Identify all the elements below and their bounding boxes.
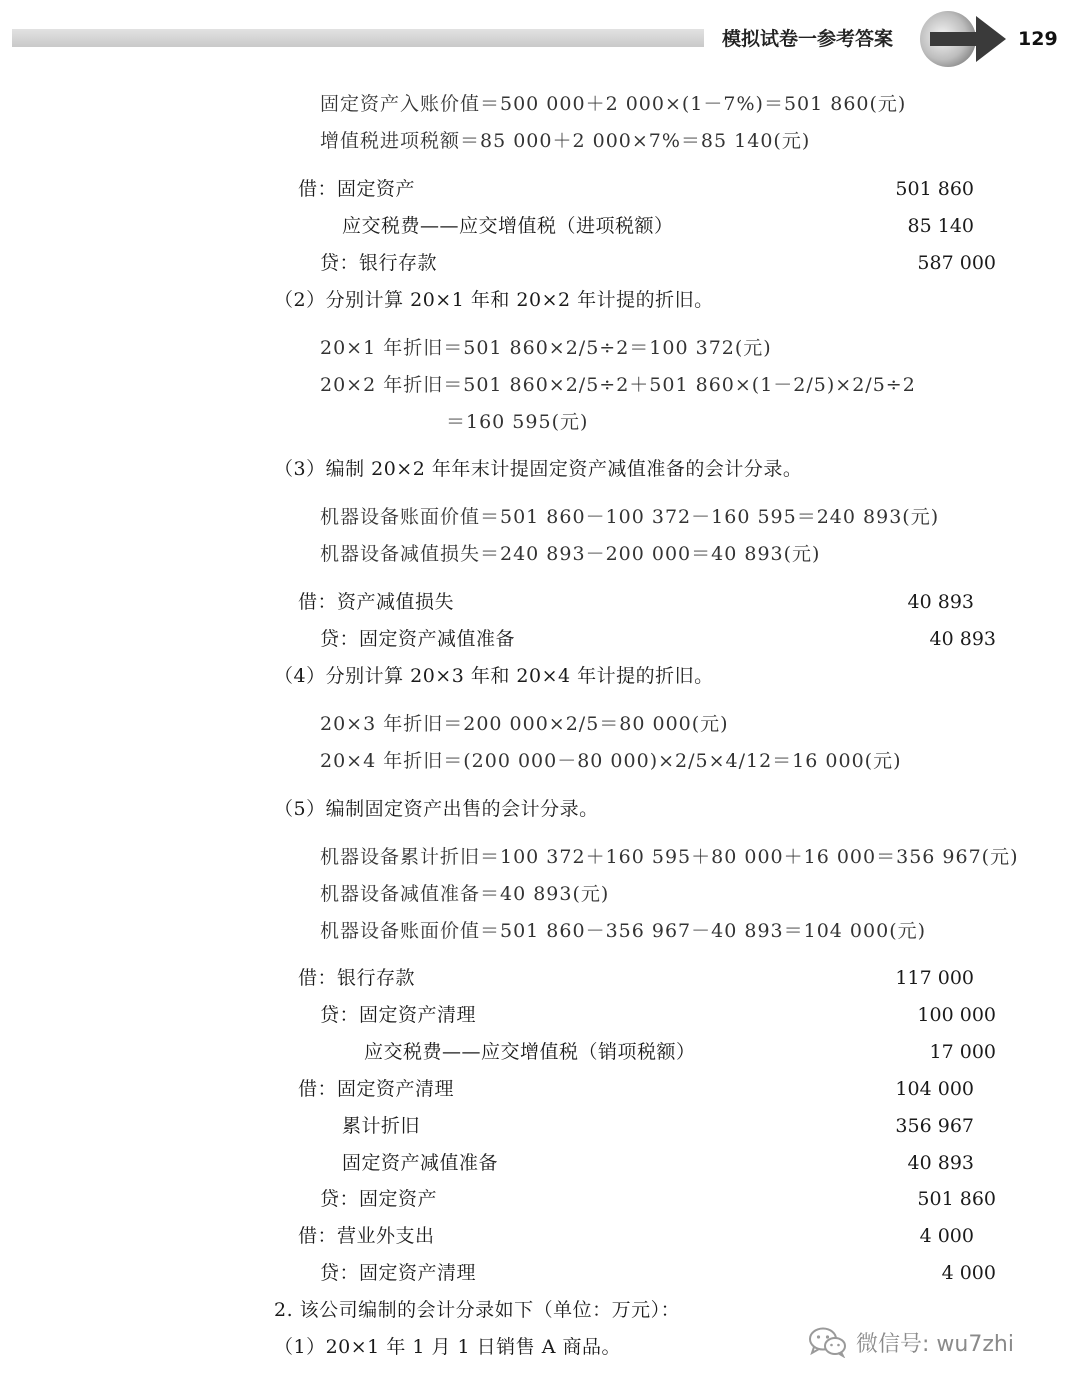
text-line: 固定资产入账价值＝500 000＋2 000×(1－7%)＝501 860(元) xyxy=(320,93,907,115)
text-line: 20×4 年折旧＝(200 000－80 000)×2/5×4/12＝16 000(元) xyxy=(320,750,902,772)
journal-amount: 100 000 xyxy=(917,1004,996,1026)
section-heading: （1）20×1 年 1 月 1 日销售 A 商品。 xyxy=(274,1336,621,1358)
journal-amount: 501 860 xyxy=(917,1188,996,1210)
journal-amount: 40 893 xyxy=(907,1152,974,1174)
journal-credit-line: 贷：固定资产清理 xyxy=(320,1004,477,1026)
journal-credit-line: 贷：固定资产 xyxy=(320,1188,438,1210)
page-number: 129 xyxy=(1018,28,1058,50)
journal-amount: 40 893 xyxy=(929,628,996,650)
text-line: 机器设备账面价值＝501 860－356 967－40 893＝104 000(元) xyxy=(320,920,927,942)
journal-amount: 104 000 xyxy=(895,1078,974,1100)
text-line: 20×3 年折旧＝200 000×2/5＝80 000(元) xyxy=(320,713,729,735)
journal-credit-line: 贷：固定资产清理 xyxy=(320,1262,477,1284)
text-line: 机器设备减值准备＝40 893(元) xyxy=(320,883,610,905)
journal-amount: 4 000 xyxy=(919,1225,974,1247)
text-line: 20×1 年折旧＝501 860×2/5÷2＝100 372(元) xyxy=(320,337,772,359)
arrow-icon xyxy=(918,10,1010,68)
journal-amount: 117 000 xyxy=(895,967,974,989)
journal-debit-line: 累计折旧 xyxy=(342,1115,421,1137)
watermark xyxy=(808,1322,1014,1362)
text-line: 机器设备减值损失＝240 893－200 000＝40 893(元) xyxy=(320,543,821,565)
journal-amount: 85 140 xyxy=(907,215,974,237)
chapter-title: 模拟试卷一参考答案 xyxy=(722,28,894,50)
section-heading: 2. 该公司编制的会计分录如下（单位：万元）： xyxy=(274,1299,681,1321)
section-heading: （4）分别计算 20×3 年和 20×4 年计提的折旧。 xyxy=(274,665,714,687)
wechat-icon xyxy=(808,1326,848,1358)
journal-amount: 40 893 xyxy=(907,591,974,613)
journal-credit-line: 贷：固定资产减值准备 xyxy=(320,628,516,650)
text-line: ＝160 595(元) xyxy=(446,411,589,433)
section-heading: （5）编制固定资产出售的会计分录。 xyxy=(274,798,599,820)
journal-amount: 356 967 xyxy=(895,1115,974,1137)
text-line: 机器设备账面价值＝501 860－100 372－160 595＝240 893(元) xyxy=(320,506,940,528)
text-line: 增值税进项税额＝85 000＋2 000×7%＝85 140(元) xyxy=(320,130,811,152)
journal-debit-line: 借：营业外支出 xyxy=(298,1225,435,1247)
journal-debit-line: 固定资产减值准备 xyxy=(342,1152,499,1174)
header-bar xyxy=(12,29,704,47)
section-heading: （2）分别计算 20×1 年和 20×2 年计提的折旧。 xyxy=(274,289,714,311)
journal-debit-line: 借：资产减值损失 xyxy=(298,591,455,613)
watermark-text: 微信号: wu7zhi xyxy=(856,1331,1014,1357)
journal-amount: 17 000 xyxy=(929,1041,996,1063)
journal-debit-line: 借：固定资产 xyxy=(298,178,416,200)
journal-amount: 4 000 xyxy=(941,1262,996,1284)
text-line: 机器设备累计折旧＝100 372＋160 595＋80 000＋16 000＝356 967(元) xyxy=(320,846,1019,868)
journal-debit-line: 应交税费——应交增值税（进项税额） xyxy=(342,215,674,237)
section-heading: （3）编制 20×2 年年末计提固定资产减值准备的会计分录。 xyxy=(274,458,803,480)
journal-credit-line: 贷：银行存款 xyxy=(320,252,438,274)
journal-debit-line: 借：银行存款 xyxy=(298,967,416,989)
text-line: 20×2 年折旧＝501 860×2/5÷2＋501 860×(1－2/5)×2/5÷2 xyxy=(320,374,916,396)
journal-debit-line: 借：固定资产清理 xyxy=(298,1078,455,1100)
journal-amount: 587 000 xyxy=(917,252,996,274)
journal-credit-line: 应交税费——应交增值税（销项税额） xyxy=(364,1041,696,1063)
journal-amount: 501 860 xyxy=(895,178,974,200)
